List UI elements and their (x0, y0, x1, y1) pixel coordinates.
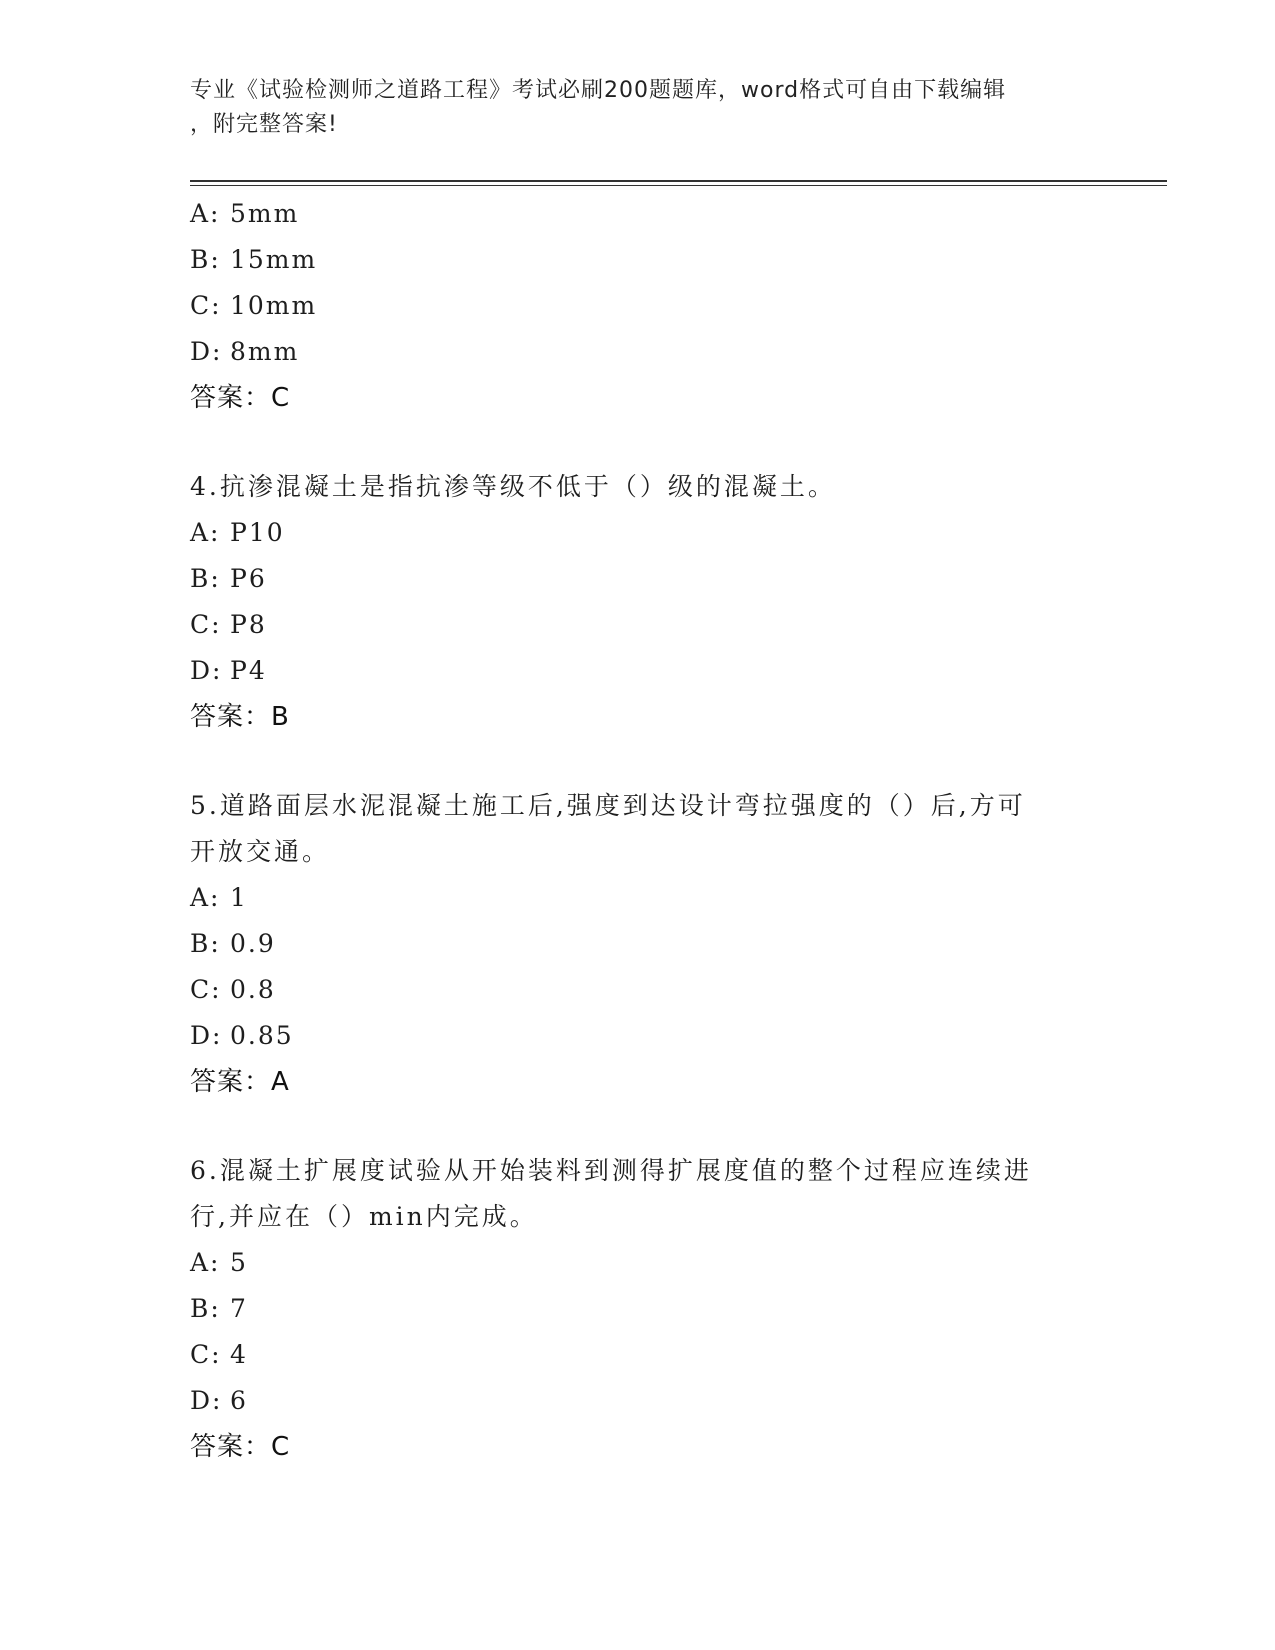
option-c (190, 967, 1080, 1013)
option-text: 6 (230, 1386, 248, 1415)
option-text: 15mm (230, 245, 318, 274)
option-text: 10mm (230, 291, 318, 320)
question-stem-line1: 6.混凝土扩展度试验从开始装料到测得扩展度值的整个过程应连续进 (190, 1156, 1032, 1185)
option-letter: A: (190, 199, 221, 228)
option-a (190, 1240, 1080, 1286)
answer-line: 答案：C (190, 1432, 291, 1462)
document-header (190, 74, 1080, 142)
option-text: 4 (230, 1340, 248, 1369)
option-letter: C: (190, 291, 222, 320)
question-spacer (190, 740, 1080, 783)
option-a (190, 191, 1080, 237)
answer-line: 答案：B (190, 702, 290, 732)
option-text: 0.9 (230, 929, 276, 958)
option-letter: C: (190, 1340, 222, 1369)
option-letter: B: (190, 245, 221, 274)
option-text: P6 (230, 564, 267, 593)
option-text: 5mm (230, 199, 300, 228)
answer-line: 答案：C (190, 383, 291, 413)
question-block-3 (190, 191, 1080, 421)
question-stem: 4.抗渗混凝土是指抗渗等级不低于（）级的混凝土。 (190, 472, 836, 501)
option-a (190, 875, 1080, 921)
option-c (190, 602, 1080, 648)
option-letter: A: (190, 883, 221, 912)
option-letter: A: (190, 518, 221, 547)
option-a (190, 510, 1080, 556)
option-b (190, 1286, 1080, 1332)
option-text: P8 (230, 610, 267, 639)
option-text: 7 (230, 1294, 248, 1323)
question-stem-line1: 5.道路面层水泥混凝土施工后,强度到达设计弯拉强度的（）后,方可 (190, 791, 1026, 820)
question-block-4 (190, 464, 1080, 740)
question-stem-line2: 行,并应在（）min内完成。 (190, 1202, 538, 1231)
option-c (190, 1332, 1080, 1378)
option-text: 0.8 (230, 975, 276, 1004)
option-letter: C: (190, 610, 222, 639)
question-block-6 (190, 1148, 1080, 1470)
question-block-5 (190, 783, 1080, 1105)
option-text: 0.85 (230, 1021, 294, 1050)
option-letter: D: (190, 1386, 223, 1415)
header-divider-bottom (190, 185, 1167, 186)
header-divider-top (190, 180, 1167, 182)
option-text: P10 (230, 518, 285, 547)
option-text: P4 (230, 656, 267, 685)
option-letter: C: (190, 975, 222, 1004)
question-spacer (190, 421, 1080, 464)
option-d (190, 1378, 1080, 1424)
option-text: 5 (230, 1248, 248, 1277)
option-letter: B: (190, 564, 221, 593)
option-letter: D: (190, 1021, 223, 1050)
answer-line: 答案：A (190, 1067, 290, 1097)
header-title-line2: ，附完整答案! (190, 112, 338, 137)
question-list (190, 191, 1080, 1470)
option-d (190, 1013, 1080, 1059)
question-stem-line2: 开放交通。 (190, 837, 331, 866)
option-letter: D: (190, 337, 223, 366)
option-text: 1 (230, 883, 248, 912)
option-b (190, 556, 1080, 602)
option-d (190, 329, 1080, 375)
option-letter: A: (190, 1248, 221, 1277)
option-b (190, 921, 1080, 967)
option-letter: B: (190, 929, 221, 958)
option-b (190, 237, 1080, 283)
option-letter: B: (190, 1294, 221, 1323)
option-letter: D: (190, 656, 223, 685)
header-title-line1: 专业《试验检测师之道路工程》考试必刷200题题库，word格式可自由下载编辑 (190, 78, 1007, 103)
option-text: 8mm (230, 337, 300, 366)
question-spacer (190, 1105, 1080, 1148)
option-d (190, 648, 1080, 694)
option-c (190, 283, 1080, 329)
